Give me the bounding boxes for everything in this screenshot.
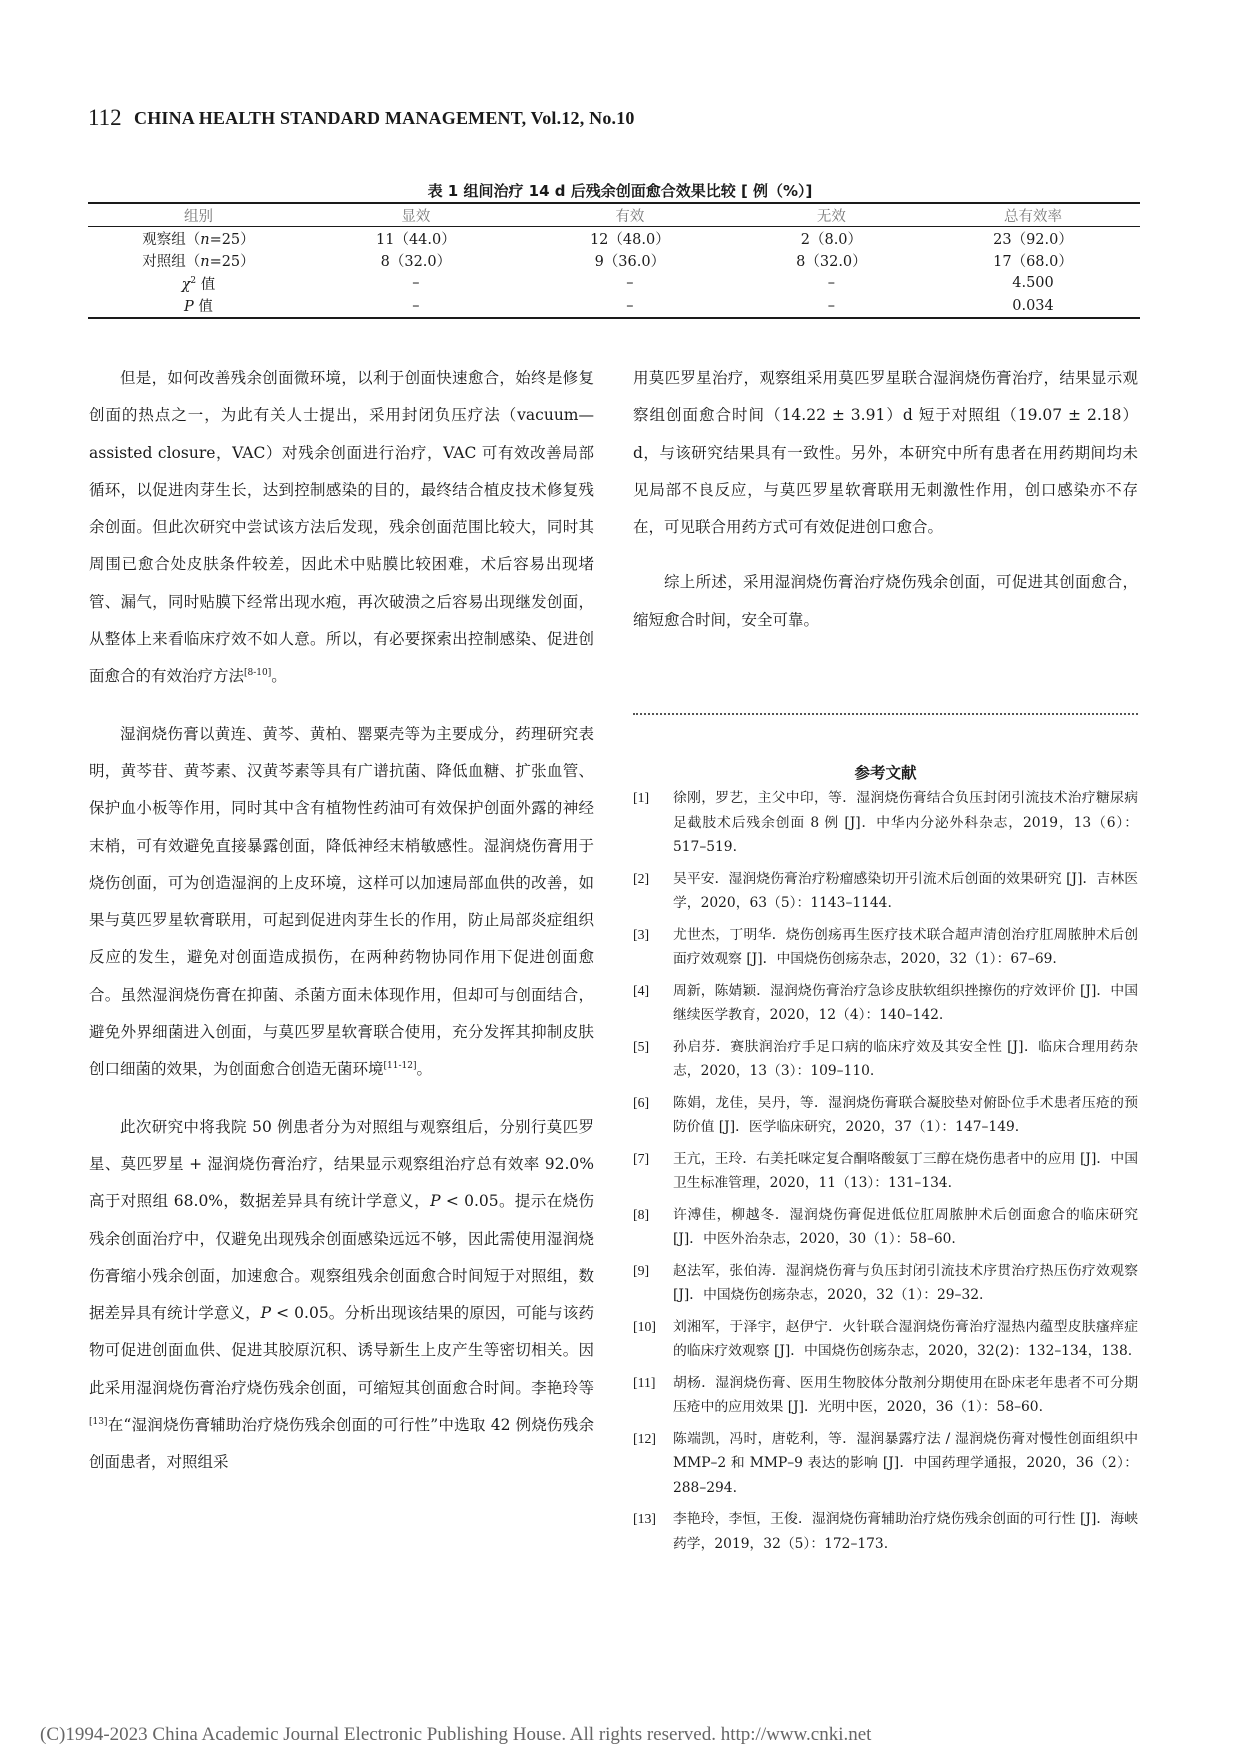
page-number: 112 <box>88 105 122 130</box>
table-cell: 8（32.0） <box>380 254 452 271</box>
table-header-cell: 有效 <box>523 203 737 227</box>
table-header-cell: 显效 <box>309 203 523 227</box>
table-cell: 17（68.0） <box>993 254 1073 271</box>
row-label: 对照组（n=25） <box>142 254 255 271</box>
reference-item: [11] 胡杨．湿润烧伤膏、医用生物胶体分散剂分期使用在卧床老年患者不可分期压疮中的应用效果 [J]．光明中医，2020，36（1）：58–60. <box>633 1374 1138 1415</box>
reference-item: [1] 徐刚，罗艺，主父中印，等．湿润烧伤膏结合负压封闭引流技术治疗糖尿病足截肢术后残余创面 8 例 [J]．中华内分泌外科杂志，2019，13（6）：517–519. <box>633 790 1138 855</box>
table-caption: 表 1 组间治疗 14 d 后残余创面愈合效果比较 [ 例（%）] <box>427 182 813 200</box>
right-column <box>633 360 1138 639</box>
reference-item: [7] 王亢，王玲．右美托咪定复合酮咯酸氨丁三醇在烧伤患者中的应用 [J]．中国卫生标准管理，2020，11（13）：131–134. <box>633 1150 1138 1191</box>
paragraph: 此次研究中将我院 50 例患者分为对照组与观察组后，分别行莫匹罗星、莫匹罗星 + 湿润烧伤膏治疗，结果显示观察组治疗总有效率 92.0% 高于对照组 68.0%，数据差异具有统计学意义，P < 0.05。提示在烧伤残余创面治疗中，仅避免出现残余创面感染远远不够，因此需使用湿润烧伤膏缩小残余创面，加速愈合。观察组残余创面愈合时间短于对照组，数据差异具有统计学意义，P < 0.05。分析出现该结果的原因，可能与该药物可促进创面血供、促进其胶原沉积、诱导新生上皮产生等密切相关。因此采用湿润烧伤膏治疗烧伤残余创面，可缩短其创面愈合时间。李艳玲等[13]在“湿润烧伤膏辅助治疗烧伤残余创面的可行性”中选取 42 例烧伤残余创面患者，对照组采 <box>89 1117 595 1472</box>
references-list <box>633 786 1138 1563</box>
table-row <box>88 295 1140 319</box>
table-cell: 9（36.0） <box>594 254 666 271</box>
table-cell: 23（92.0） <box>993 231 1073 248</box>
table-header-cell: 组别 <box>88 203 309 227</box>
reference-item: [10] 刘湘军，于泽宇，赵伊宁．火针联合湿润烧伤膏治疗湿热内蕴型皮肤瘙痒症的临床疗效观察 [J]．中国烧伤创疡杂志，2020，32(2)：132–134，138. <box>633 1318 1138 1359</box>
table-header-row <box>88 203 1140 227</box>
reference-item: [2] 吴平安．湿润烧伤膏治疗粉瘤感染切开引流术后创面的效果研究 [J]．吉林医学，2020，63（5）：1143–1144. <box>633 870 1138 911</box>
table-header-cell: 无效 <box>737 203 926 227</box>
table-cell: 8（32.0） <box>796 254 867 271</box>
copyright-footer: (C)1994-2023 China Academic Journal Electronic Publishing House. All rights reserved. http://www.cnki.net <box>40 1724 872 1745</box>
reference-item: [4] 周新，陈婧颖．湿润烧伤膏治疗急诊皮肤软组织挫擦伤的疗效评价 [J]．中国继续医学教育，2020，12（4）：140–142. <box>633 982 1138 1023</box>
table-cell: – <box>412 275 420 292</box>
table-cell: 2（8.0） <box>800 231 863 248</box>
paragraph: 湿润烧伤膏以黄连、黄芩、黄柏、罂粟壳等为主要成分，药理研究表明，黄芩苷、黄芩素、汉黄芩素等具有广谱抗菌、降低血糖、扩张血管、保护血小板等作用，同时其中含有植物性药油可有效保护创面外露的神经末梢，可有效避免直接暴露创面，降低神经末梢敏感性。湿润烧伤膏用于烧伤创面，可为创造湿润的上皮环境，这样可以加速局部血供的改善，如果与莫匹罗星软膏联用，可起到促进肉芽生长的作用，防止局部炎症组织反应的发生，避免对创面造成损伤，在两种药物协同作用下促进创面愈合。虽然湿润烧伤膏在抑菌、杀菌方面未体现作用，但却可与创面结合，避免外界细菌进入创面，与莫匹罗星软膏联合使用，充分发挥其抑制皮肤创口细菌的效果，为创面愈合创造无菌环境[11-12]。 <box>89 724 594 1079</box>
section-divider <box>633 713 1138 715</box>
left-column <box>89 360 594 1482</box>
journal-title: CHINA HEALTH STANDARD MANAGEMENT, Vol.12, No.10 <box>134 108 635 128</box>
table-row <box>88 250 1140 273</box>
paragraph: 综上所述，采用湿润烧伤膏治疗烧伤残余创面，可促进其创面愈合，缩短愈合时间，安全可靠。 <box>633 573 1138 629</box>
row-label: $\chi^2$ 值 <box>181 275 216 293</box>
paragraph: 但是，如何改善残余创面微环境，以利于创面快速愈合，始终是修复创面的热点之一，为此有关人士提出，采用封闭负压疗法（vacuum—assisted closure，VAC）对残余创面进行治疗，VAC 可有效改善局部循环，以促进肉芽生长，达到控制感染的目的，最终结合植皮技术修复残余创面。但此次研究中尝试该方法后发现，残余创面范围比较大，同时其周围已愈合处皮肤条件较差，因此术中贴膜比较困难，术后容易出现堵管、漏气，同时贴膜下经常出现水疱，再次破溃之后容易出现继发创面，从整体上来看临床疗效不如人意。所以，有必要探索出控制感染、促进创面愈合的有效治疗方法[8-10]。 <box>89 369 594 686</box>
reference-item: [13] 李艳玲，李恒，王俊．湿润烧伤膏辅助治疗烧伤残余创面的可行性 [J]．海峡药学，2019，32（5）：172–173. <box>633 1511 1138 1552</box>
table-row <box>88 227 1140 250</box>
references-title: 参考文献 <box>854 764 917 782</box>
row-label: 观察组（n=25） <box>142 231 255 248</box>
citation: [8-10] <box>244 668 272 679</box>
table-cell: – <box>737 295 926 319</box>
paragraph: 用莫匹罗星治疗，观察组采用莫匹罗星联合湿润烧伤膏治疗，结果显示观察组创面愈合时间（14.22 ± 3.91）d 短于对照组（19.07 ± 2.18）d，与该研究结果具有一致性。另外，本研究中所有患者在用药期间均未见局部不良反应，与莫匹罗星软膏联用无刺激性作用，创口感染亦不存在，可见联合用药方式可有效促进创口愈合。 <box>633 369 1138 537</box>
table-cell: – <box>827 275 836 292</box>
table-cell: – <box>309 295 523 319</box>
table-row <box>88 272 1140 295</box>
table-cell: – <box>626 275 634 292</box>
row-label: P 值 <box>88 295 309 319</box>
results-table <box>88 202 1140 319</box>
table-header-cell: 总有效率 <box>926 203 1140 227</box>
page-header <box>88 105 1138 139</box>
reference-item: [5] 孙启芬．赛肤润治疗手足口病的临床疗效及其安全性 [J]．临床合理用药杂志，2020，13（3）：109–110. <box>633 1038 1138 1079</box>
table-cell: 0.034 <box>926 295 1140 319</box>
reference-item: [3] 尤世杰，丁明华．烧伤创疡再生医疗技术联合超声清创治疗肛周脓肿术后创面疗效观察 [J]．中国烧伤创疡杂志，2020，32（1）：67–69. <box>633 926 1138 967</box>
table-cell: 4.500 <box>1012 275 1054 292</box>
reference-item: [12] 陈端凯，冯时，唐乾利，等．湿润暴露疗法 / 湿润烧伤膏对慢性创面组织中 MMP–2 和 MMP–9 表达的影响 [J]．中国药理学通报，2020，36（2）：288–294. <box>633 1430 1138 1496</box>
reference-item: [6] 陈娟，龙佳，吴丹，等．湿润烧伤膏联合凝胶垫对俯卧位手术患者压疮的预防价值 [J]．医学临床研究，2020，37（1）：147–149. <box>633 1094 1138 1135</box>
table-cell: – <box>523 295 737 319</box>
citation: [13] <box>89 1416 108 1427</box>
citation: [11-12] <box>383 1061 417 1072</box>
reference-item: [8] 许溥佳，柳越冬．湿润烧伤膏促进低位肛周脓肿术后创面愈合的临床研究 [J]．中医外治杂志，2020，30（1）：58–60. <box>633 1206 1138 1247</box>
table-cell: 12（48.0） <box>589 231 670 248</box>
reference-item: [9] 赵法军，张伯涛．湿润烧伤膏与负压封闭引流技术序贯治疗热压伤疗效观察 [J]．中国烧伤创疡杂志，2020，32（1）：29–32. <box>633 1262 1138 1303</box>
table-cell: 11（44.0） <box>376 231 456 248</box>
